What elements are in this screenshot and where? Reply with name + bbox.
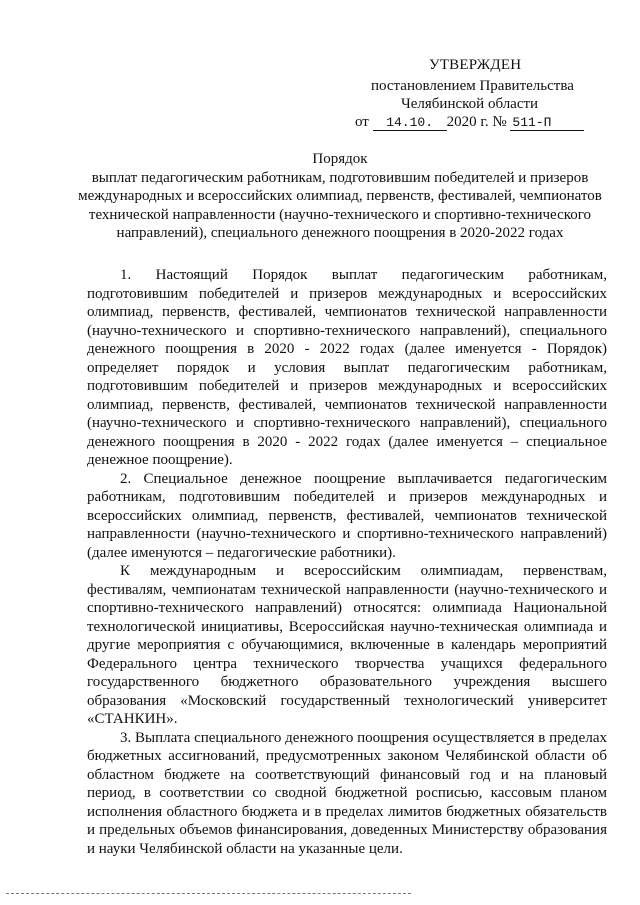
document-heading	[60, 150, 620, 243]
paragraph-1: 1. Настоящий Порядок выплат педагогическим работникам, подготовившим победителей и призеров международных и всероссийских олимпиад, первенств, фестивалей, чемпионатов технической направленности (научно-технического и спортивно-технического направлений), специального денежного поощрения в 2020 - 2022 годах (далее именуется - Порядок) определяет порядок и условия выплат педагогическим работникам, подготовившим победителей и призеров международных и всероссийских олимпиад, первенств, фестивалей, чемпионатов технической направленности (научно-технического и спортивно-технического направлений), специального денежного поощрения в 2020 - 2022 годах (далее именуется – специальное денежное поощрение).	[87, 267, 607, 468]
paragraph-4: 3. Выплата специального денежного поощрения осуществляется в пределах бюджетных ассигнований, предусмотренных законом Челябинской области об областном бюджете на соответствующий финансовый год и на плановый период, в соответствии со сводной бюджетной росписью, кассовым планом исполнения областного бюджета и в пределах лимитов бюджетных обязательств и предельных объемов финансирования, доведенных Министерству образования и науки Челябинской области на указанные цели.	[87, 729, 607, 857]
approval-line-region: Челябинской области	[401, 96, 539, 112]
paragraph-3: К международным и всероссийским олимпиадам, первенствам, фестивалям, чемпионатам технической направленности (научно-технического и спортивно-технического направлений) относятся: олимпиада Национальной технологической инициативы, Всероссийская научно-техническая олимпиада и другие мероприятия с обучающимися, включенные в календарь мероприятий Федерального центра технического творчества учащихся федерального государственного бюджетного образовательного учреждения высшего образования «Московский государственный технологический университет «СТАНКИН».	[87, 563, 607, 727]
approval-title: УТВЕРЖДЕН	[429, 57, 522, 73]
document-subtitle: выплат педагогическим работникам, подготовившим победителей и призеров международных и всероссийских олимпиад, первенств, фестивалей, чемпионатов технической направленности (научно-технического и спортивно-технического направлений), специального денежного поощрения в 2020-2022 годах	[78, 169, 602, 241]
approval-from-prefix: от	[355, 114, 369, 130]
approval-line-resolution: постановлением Правительства	[371, 78, 574, 94]
footer-divider	[6, 893, 411, 894]
approval-number-field: 511-П	[510, 116, 584, 131]
approval-block	[355, 56, 605, 131]
approval-date-field: 14.10.	[373, 116, 447, 131]
document-body	[87, 266, 607, 858]
approval-year-text: 2020 г. №	[446, 114, 507, 130]
paragraph-2: 2. Специальное денежное поощрение выплачивается педагогическим работникам, подготовившим победителей и призеров международных и всероссийских олимпиад, первенств, фестивалей, чемпионатов технической направленности (научно-технического и спортивно-технического направлений) (далее именуются – педагогические работники).	[87, 470, 607, 561]
document-title: Порядок	[312, 151, 368, 167]
approval-date-number-line	[355, 113, 605, 131]
